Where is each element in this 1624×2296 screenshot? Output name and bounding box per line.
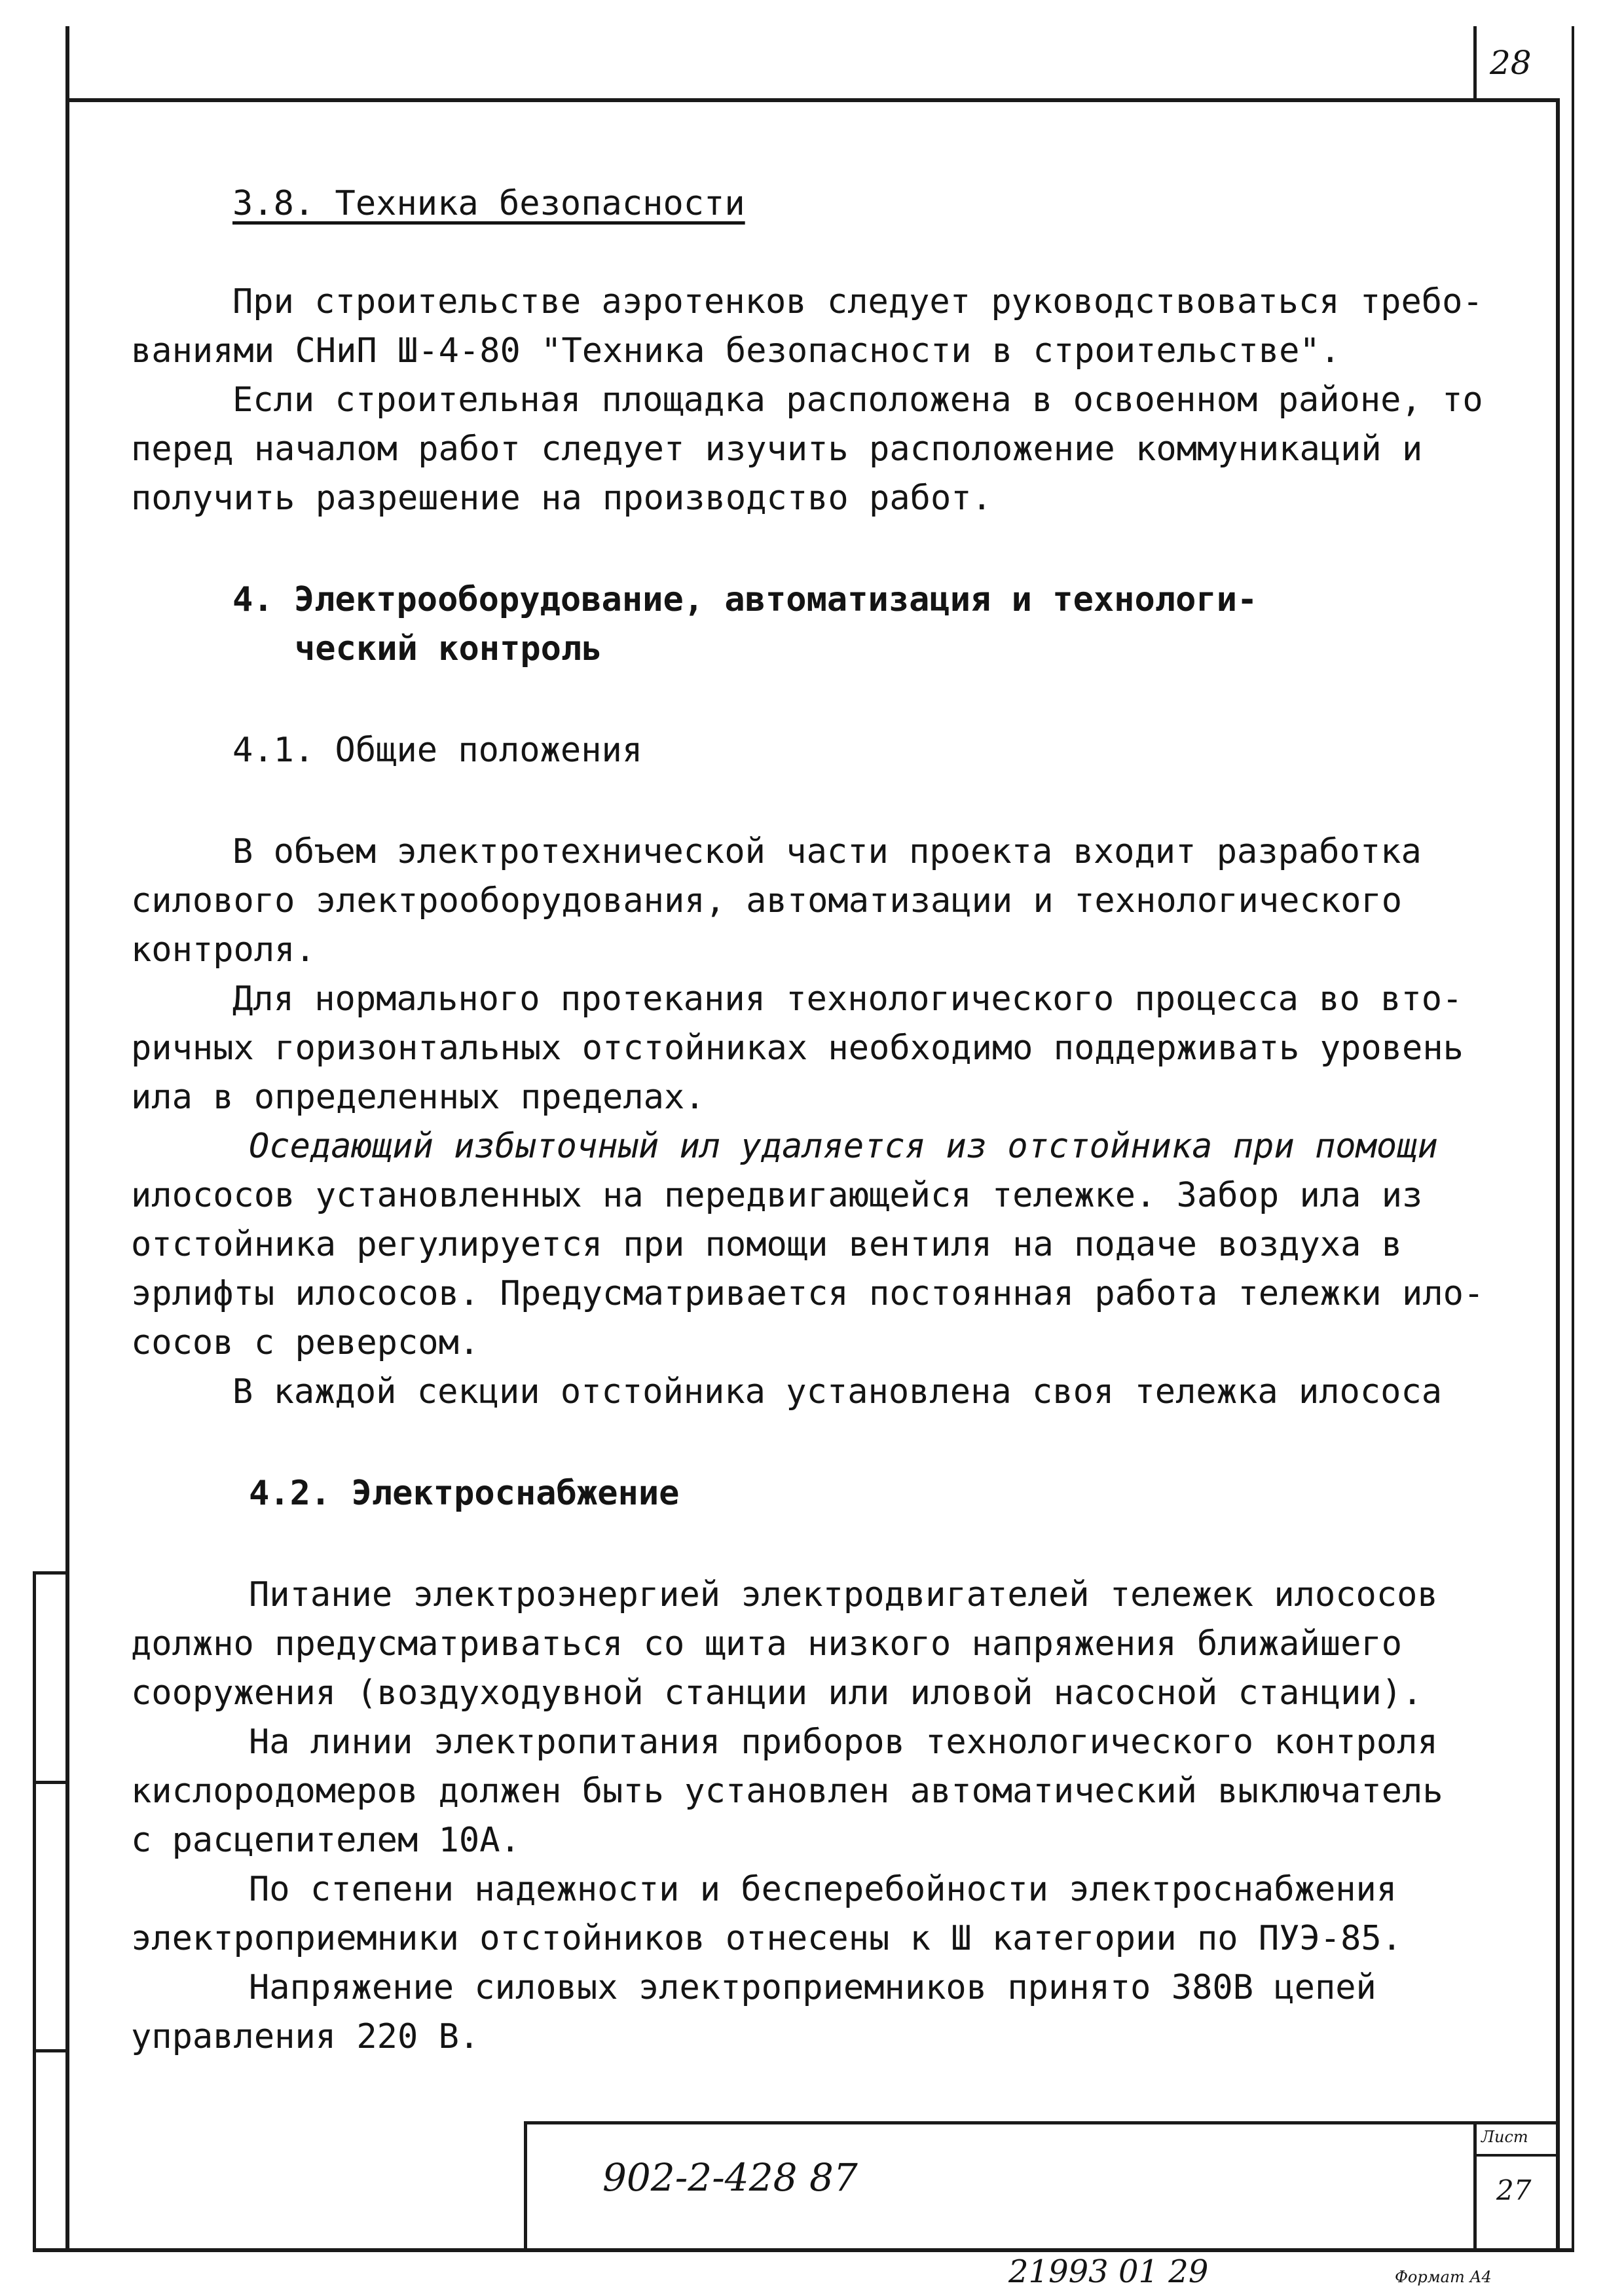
- section-4-2-line-4: На линии электропитания приборов технологического контроля: [249, 1722, 1438, 1762]
- section-4-2-line-7: По степени надежности и бесперебойности электроснабжения: [249, 1870, 1397, 1909]
- left-strip-divider-3: [33, 2049, 69, 2052]
- section-3-8-line-4: перед началом работ следует изучить расположение коммуникаций и: [131, 429, 1423, 469]
- section-4-2-title: 4.2. Электроснабжение: [249, 1474, 680, 1513]
- page-number-box-left: [1473, 26, 1477, 100]
- left-strip-divider-2: [33, 1781, 69, 1784]
- section-4-2-line-1: Питание электроэнергией электродвигателей тележек илососов: [249, 1575, 1438, 1614]
- section-4-1-line-3: контроля.: [131, 930, 316, 970]
- section-4-1-line-6: ила в определенных пределах.: [131, 1078, 705, 1117]
- title-block-sheet-cell-mid: [1473, 2154, 1560, 2157]
- frame-left-line: [65, 26, 69, 2252]
- section-4-1-line-1: В объем электротехнической части проекта входит разработка: [232, 832, 1422, 871]
- section-3-8-line-3: Если строительная площадка расположена в освоенном районе, то: [232, 380, 1483, 420]
- page-number: 28: [1490, 44, 1532, 82]
- frame-right-outer-line: [1572, 26, 1574, 2252]
- sheet-label: Лист: [1481, 2128, 1528, 2146]
- section-4-1-line-4: Для нормального протекания технологического процесса во вто-: [232, 979, 1463, 1019]
- sheet-number: 27: [1496, 2174, 1532, 2206]
- left-strip-divider-1: [33, 1571, 69, 1575]
- section-3-8-line-1: При строительстве аэротенков следует руководствоваться требо-: [232, 282, 1483, 321]
- section-4-1-line-9: отстойника регулируется при помощи вентиля на подаче воздуха в: [131, 1225, 1403, 1264]
- section-4-1-line-5: ричных горизонтальных отстойниках необходимо поддерживать уровень: [131, 1029, 1464, 1068]
- section-3-8-line-5: получить разрешение на производство работ.: [131, 479, 992, 518]
- section-4-2-line-2: должно предусматриваться со щита низкого напряжения ближайшего: [131, 1624, 1403, 1664]
- document-code: 902-2-428 87: [602, 2155, 858, 2200]
- format-label: Формат А4: [1395, 2268, 1492, 2286]
- frame-bottom-line: [33, 2248, 1574, 2252]
- title-block-sheet-cell-left: [1473, 2121, 1477, 2250]
- section-4-2-line-8: электроприемники отстойников отнесены к Ш категории по ПУЭ-85.: [131, 1919, 1403, 1958]
- section-4-2-line-9: Напряжение силовых электроприемников принято 380В цепей: [249, 1968, 1376, 2007]
- inventory-number: 21993 01 29: [1008, 2253, 1209, 2290]
- section-3-8-title: 3.8. Техника безопасности: [232, 184, 745, 223]
- section-4-2-line-6: с расцепителем 10А.: [131, 1821, 521, 1860]
- section-4-1-line-2: силового электрооборудования, автоматизации и технологического: [131, 881, 1403, 920]
- section-4-1-line-10: эрлифты илососов. Предусматривается постоянная работа тележки ило-: [131, 1274, 1485, 1313]
- frame-right-line: [1556, 98, 1560, 2252]
- section-4-1-line-8: илососов установленных на передвигающейся тележке. Забор ила из: [131, 1176, 1423, 1215]
- section-3-8-line-2: ваниями СНиП Ш-4-80 "Техника безопасности в строительстве".: [131, 331, 1341, 371]
- title-block-top-line: [524, 2121, 1560, 2124]
- section-4-1-line-11: сосов с реверсом.: [131, 1323, 480, 1362]
- section-4-title-line-2: ческий контроль: [295, 629, 602, 668]
- section-4-2-line-10: управления 220 В.: [131, 2017, 480, 2056]
- section-4-2-line-5: кислородомеров должен быть установлен автоматический выключатель: [131, 1772, 1443, 1811]
- section-4-2-line-3: сооружения (воздуходувной станции или иловой насосной станции).: [131, 1673, 1423, 1713]
- section-4-title-line-1: 4. Электрооборудование, автоматизация и технологи-: [232, 580, 1258, 619]
- left-margin-strip-line: [33, 1571, 36, 2252]
- section-4-1-line-12: В каждой секции отстойника установлена своя тележка илососа: [232, 1372, 1443, 1412]
- frame-top-line: [65, 98, 1560, 102]
- section-4-1-title: 4.1. Общие положения: [232, 731, 643, 770]
- section-4-1-line-7: Оседающий избыточный ил удаляется из отстойника при помощи: [249, 1127, 1438, 1166]
- title-block-left-line: [524, 2121, 527, 2250]
